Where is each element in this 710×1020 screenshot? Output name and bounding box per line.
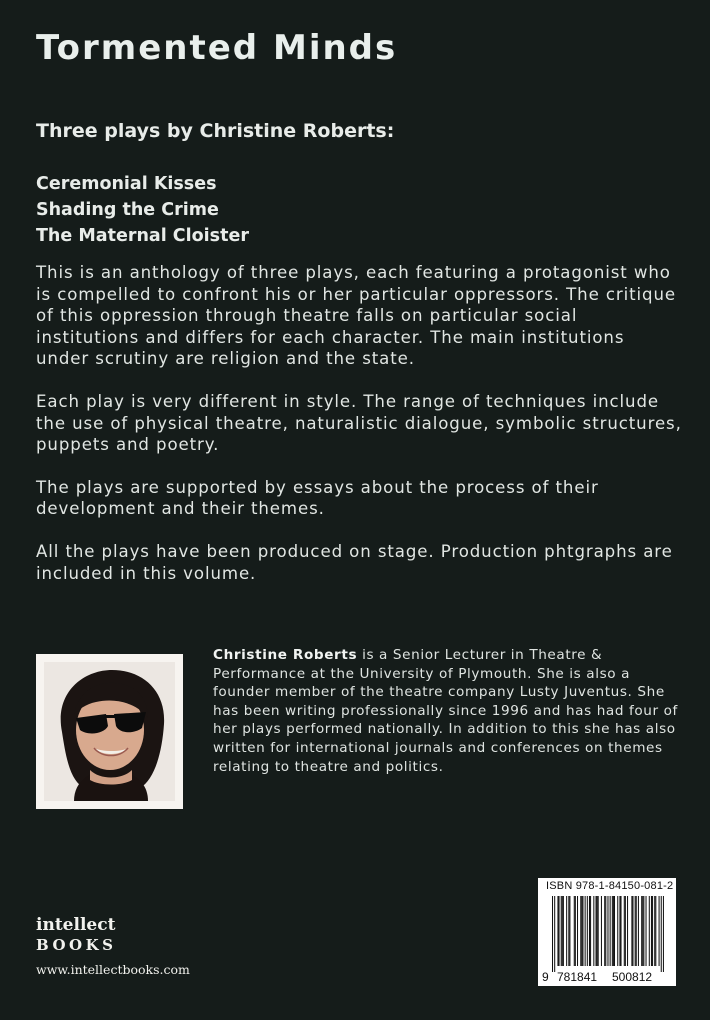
barcode-bar [598,896,599,966]
barcode-bar [619,896,620,966]
barcode-bar [661,896,662,972]
barcode-bar [563,896,564,966]
blurb [36,262,682,605]
barcode-bar [554,896,555,972]
barcode-bars [552,896,664,976]
barcode-digit-first: 9 [542,970,549,984]
barcode-bar [605,896,606,966]
blurb-paragraph: All the plays have been produced on stage. Production phtgraphs are included in this volume. [36,541,673,583]
barcode-bar [649,896,650,966]
barcode-bar [627,896,628,966]
barcode-digit-group: 781841 [557,970,598,984]
isbn-label: ISBN 978-1-84150-081-2 [546,880,674,892]
barcode-bar [604,896,605,966]
barcode-bar [659,896,660,966]
barcode-bar [607,896,608,966]
isbn-barcode [538,878,676,986]
barcode-bar [601,896,602,966]
barcode-bar [589,896,590,966]
barcode-bar [612,896,613,966]
book-title: Tormented Minds [36,28,398,68]
barcode-bar [617,896,618,966]
barcode-bar [614,896,615,966]
publisher-name: intellect [36,915,116,935]
barcode-bar [641,896,642,966]
barcode-bar [621,896,622,966]
barcode-bar [566,896,567,966]
barcode-bar [646,896,647,966]
author-subtitle: Three plays by Christine Roberts: [36,120,395,142]
barcode-bar [575,896,576,966]
blurb-paragraph: Each play is very different in style. The range of techniques include the use of physical theatre, naturalistic dialogue, symbolic structures, puppets and poetry. [36,391,682,455]
barcode-bar [577,896,578,966]
barcode-digit-group: 500812 [612,970,653,984]
author-bio-text: is a Senior Lecturer in Theatre & Performance at the University of Plymouth. She is also a founder member of the theatre company Lusty Juventus. She has been writing professionally since 1996 and has had four of her plays performed nationally. In addition to this she has also written for international journals and conferences on themes relating to theatre and politics. [213,647,678,775]
barcode-bar [654,896,655,966]
blurb-paragraph: The plays are supported by essays about the process of their development and their themes. [36,477,599,519]
barcode-bar [597,896,598,966]
barcode-bar [587,896,588,966]
barcode-bar [651,896,652,966]
barcode-bar [580,896,581,966]
barcode-bar [625,896,626,966]
barcode-bar [636,896,637,966]
barcode-bar [585,896,586,966]
barcode-bar [569,896,570,966]
play-title: The Maternal Cloister [36,226,249,246]
author-portrait-image [44,662,175,801]
barcode-bar [643,896,644,966]
publisher-url: www.intellectbooks.com [36,962,190,977]
barcode-bar [574,896,575,966]
author-photo [36,654,183,809]
barcode-bar [642,896,643,966]
barcode-bar [624,896,625,966]
barcode-bar [557,896,558,966]
barcode-bar [610,896,611,966]
barcode-bar [562,896,563,966]
publisher-imprint: BOOKS [36,936,117,954]
barcode-bar [655,896,656,966]
author-name: Christine Roberts [213,647,358,663]
barcode-bar [593,896,594,966]
barcode-bar [559,896,560,966]
barcode-bar [561,896,562,966]
barcode-bar [652,896,653,966]
play-title: Shading the Crime [36,200,219,220]
play-list [36,171,249,249]
publisher-logo [36,915,190,980]
barcode-bar [613,896,614,966]
play-title: Ceremonial Kisses [36,174,217,194]
barcode-bar [552,896,553,972]
barcode-bar [596,896,597,966]
barcode-bar [638,896,639,966]
barcode-bar [568,896,569,966]
barcode-bar [581,896,582,966]
barcode-bar [590,896,591,966]
barcode-bar [582,896,583,966]
blurb-paragraph: This is an anthology of three plays, each featuring a protagonist who is compelled to confront his or her particular oppressors. The critique of this oppression through theatre falls on particular social institutions and differs for each character. The main institutions under scrutiny are religion and the state. [36,263,677,369]
barcode-bar [635,896,636,966]
author-bio [213,646,683,776]
barcode-bar [631,896,632,966]
barcode-bar [632,896,633,966]
barcode-bar [663,896,664,972]
